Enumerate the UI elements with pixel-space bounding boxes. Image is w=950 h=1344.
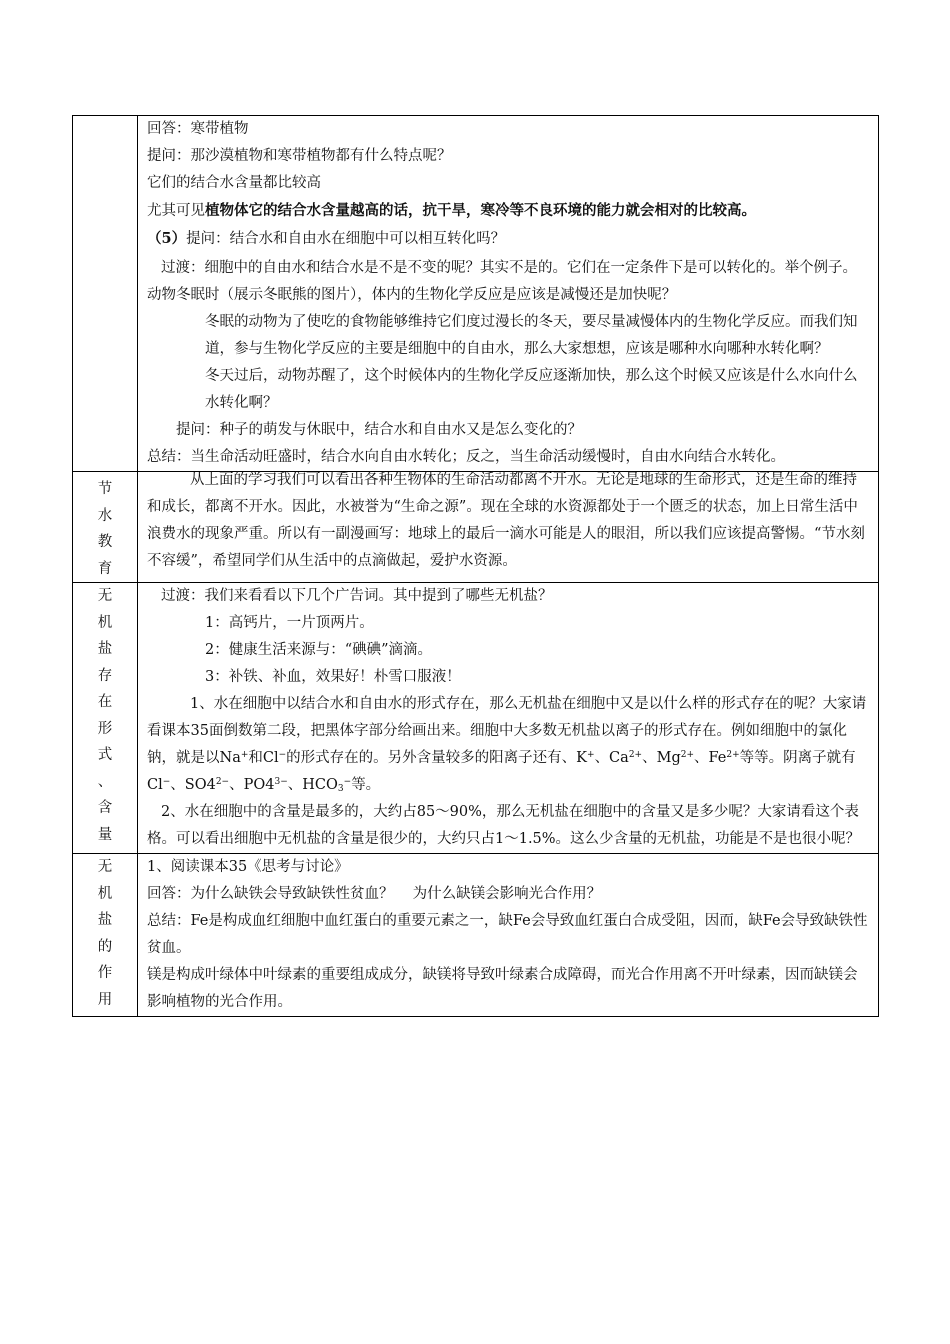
text-line: 提问：那沙漠植物和寒带植物都有什么特点呢？ <box>147 148 452 164</box>
ion-charge: 2+ <box>726 750 740 760</box>
text-line: 1：高钙片，一片顶两片。 <box>205 615 374 631</box>
label-char: 无 <box>97 859 113 875</box>
text-line: 回答：为什么缺铁会导致缺铁性贫血？ 为什么缺镁会影响光合作用？ <box>147 886 602 902</box>
text-paragraph: 冬天过后，动物苏醒了，这个时候体内的生物化学反应逐渐加快，那么这个时候又应该是什么水向什么水转化啊？ <box>205 368 858 411</box>
table-row <box>73 583 879 854</box>
text-paragraph: 镁是构成叶绿体中叶绿素的重要组成成分，缺镁将导致叶绿素合成障碍，而光合作用离不开叶绿素，因而缺镁会影响植物的光合作用。 <box>147 967 858 1010</box>
row-content <box>138 583 879 854</box>
text-line <box>147 225 870 253</box>
ion-charge: − <box>162 777 171 787</box>
text-line: 3：补铁、补血，效果好！朴雪口服液！ <box>205 669 461 685</box>
ion-text: 、HCO <box>287 777 338 793</box>
text-fragment: 等等。阴离子就有Cl <box>147 750 856 793</box>
text-line: 过渡：我们来看看以下几个广告词。其中提到了哪些无机盐？ <box>161 588 553 604</box>
text-paragraph: 总结：当生命活动旺盛时，结合水向自由水转化；反之，当生命活动缓慢时，自由水向结合水转化。 <box>147 449 785 465</box>
text-paragraph: 总结：Fe是构成血红细胞中血红蛋白的重要元素之一，缺Fe会导致血红蛋白合成受阻，因而，缺Fe会导致缺铁性贫血。 <box>147 913 868 956</box>
table-row <box>73 854 879 1017</box>
text-fragment: 的形式存在的。另外含量较多的阳离子还有、K <box>286 750 588 766</box>
ion-charge: − <box>278 750 287 760</box>
ion-charge: 2+ <box>628 750 643 760</box>
text-line: 回答：寒带植物 <box>147 121 249 137</box>
label-char: 量 <box>97 826 113 843</box>
ion-text: 、SO4 <box>170 777 216 793</box>
ion-text: 、Fe <box>694 750 727 766</box>
label-char: 水 <box>97 507 113 524</box>
label-char: 节 <box>97 481 113 497</box>
row-content <box>138 472 879 583</box>
row-content <box>138 116 879 472</box>
text-paragraph: 冬眠的动物为了使吃的食物能够维持它们度过漫长的冬天，要尽量减慢体内的生物化学反应。而我们知道，参与生物化学反应的主要是细胞中的自由水，那么大家想想，应该是哪种水向哪种水转化啊？ <box>205 314 858 357</box>
item-number: （5） <box>147 230 187 247</box>
lesson-table <box>72 115 879 1017</box>
ion-charge: 2− <box>215 777 230 787</box>
ion-subscript: 3 <box>337 784 344 794</box>
label-char: 作 <box>97 965 113 981</box>
ion-text: 、PO4 <box>229 777 275 793</box>
text-paragraph: 过渡：细胞中的自由水和结合水是不是不变的呢？其实不是的。它们在一定条件下是可以转化的。举个例子。 <box>161 260 857 276</box>
ion-text: 、Mg <box>642 750 681 766</box>
ion-charge: 3− <box>274 777 288 787</box>
label-char: 用 <box>97 991 113 1008</box>
label-char: 机 <box>97 614 113 631</box>
ion-text: 、Ca <box>594 750 629 766</box>
text-line: 1、阅读课本35《思考与讨论》 <box>147 859 349 875</box>
ion-text: Na <box>219 750 241 766</box>
text-fragment: 提问：结合水和自由水在细胞中可以相互转化吗？ <box>186 231 506 247</box>
label-char: 形 <box>97 720 113 737</box>
label-char: 含 <box>97 800 113 816</box>
label-char: 存 <box>97 667 113 684</box>
ion-charge: + <box>587 750 595 760</box>
text-fragment: 等。 <box>351 777 381 793</box>
row-label-empty <box>73 116 138 472</box>
row-label <box>73 854 138 1017</box>
bold-text: 植物体它的结合水含量越高的话，抗干旱，寒冷等不良环境的能力就会相对的比较高。 <box>205 202 756 219</box>
label-char: 、 <box>97 773 113 790</box>
label-char: 教 <box>97 534 113 550</box>
label-char: 盐 <box>97 912 113 928</box>
ion-charge: + <box>240 750 249 760</box>
label-char: 机 <box>97 885 113 902</box>
label-char: 的 <box>97 938 113 955</box>
label-char: 育 <box>97 560 113 577</box>
text-fragment: 1、水在细胞中以结合水和自由水的形式存在，那么无机盐在细胞中又是以什么样的形式存在的呢？大家请看课本35面倒数第二段，把黑体字部分给画出来。细胞中大多数无机盐以离子的形式存在。例如细胞中的氯化钠，就是以 <box>147 696 867 766</box>
row-label <box>73 583 138 854</box>
table-row <box>73 116 879 472</box>
text-fragment: 尤其可见 <box>147 203 205 219</box>
text-line <box>147 197 870 225</box>
text-paragraph: 从上面的学习我们可以看出各种生物体的生命活动都离不开水。无论是地球的生命形式，还是生命的维持和成长，都离不开水。因此，水被誉为“生命之源”。现在全球的水资源都处于一个匮乏的状态，加上日常生活中浪费水的现象严重。所以有一副漫画写：地球上的最后一滴水可能是人的眼泪，所以我们应该提高警惕。“节水刻不容缓”，希望同学们从生活中的点滴做起，爱护水资源。 <box>147 472 865 569</box>
row-content <box>138 854 879 1017</box>
label-char: 在 <box>97 694 113 710</box>
table-row <box>73 472 879 583</box>
text-paragraph <box>147 691 870 799</box>
label-char: 盐 <box>97 641 113 657</box>
text-line: 提问：种子的萌发与休眠中，结合水和自由水又是怎么变化的？ <box>176 422 582 438</box>
label-char: 式 <box>97 747 113 763</box>
text-line: 它们的结合水含量都比较高 <box>147 175 321 191</box>
ion-charge: 2+ <box>680 750 695 760</box>
ion-text: 和Cl <box>248 750 279 766</box>
label-char: 无 <box>97 588 113 604</box>
ion-charge: − <box>343 777 352 787</box>
text-paragraph: 2、水在细胞中的含量是最多的，大约占85～90%，那么无机盐在细胞中的含量又是多少呢？大家请看这个表格。可以看出细胞中无机盐的含量是很少的，大约只占1～1.5%。这么少含量的无机盐，功能是不是也很小呢？ <box>147 804 861 847</box>
text-line: 2：健康生活来源与：“碘碘”滴滴。 <box>205 642 433 658</box>
text-line: 动物冬眠时（展示冬眠熊的图片），体内的生物化学反应是应该是减慢还是加快呢？ <box>147 287 677 303</box>
row-label <box>73 472 138 583</box>
